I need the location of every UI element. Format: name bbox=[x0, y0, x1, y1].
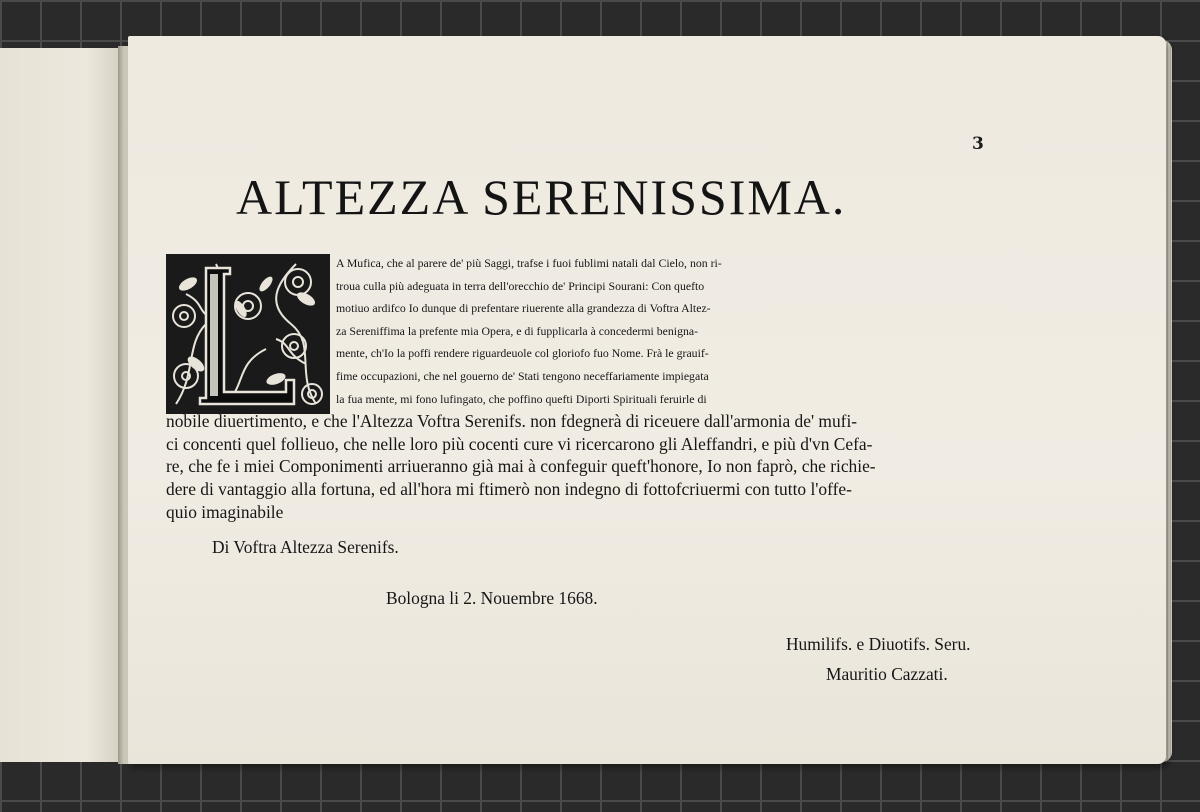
text-line: nobile diuertimento, e che l'Altezza Voftra Serenifs. non fdegnerà di riceuere dall'armonia de' mufi- bbox=[166, 411, 858, 432]
text-line: motiuo ardifco Io dunque di prefentare riuerente alla grandezza di Voftra Altez- bbox=[336, 301, 711, 316]
text-line: fime occupazioni, che nel gouerno de' Stati tengono neceffariamente impiegata bbox=[336, 368, 709, 383]
salutation: Di Voftra Altezza Serenifs. bbox=[212, 537, 399, 557]
text-line: dere di vantaggio alla fortuna, ed all'hora mi ftimerò non indegno di fottofcriuermi con tutto l'offe- bbox=[166, 478, 852, 499]
signature-title: Humilifs. e Diuotifs. Seru. bbox=[786, 634, 971, 654]
dedication-text bbox=[166, 252, 1046, 523]
signature-name: Mauritio Cazzati. bbox=[826, 664, 948, 684]
text-line: mente, ch'Io la poffi rendere riguardeuole col gloriofo fuo Nome. Frà le grauif- bbox=[336, 346, 709, 361]
text-line: quio imaginabile bbox=[166, 501, 284, 522]
text-line: za Sereniffima la prefente mia Opera, e di fupplicarla à concedermi benigna- bbox=[336, 323, 699, 338]
dateline: Bologna li 2. Nouembre 1668. bbox=[386, 588, 598, 608]
text-line: troua culla più adeguata in terra dell'orecchio de' Principi Sourani: Con quefto bbox=[336, 278, 705, 293]
text-line: re, che fe i miei Componimenti arriueranno già mai à confeguir queft'honore, Io non faprò, che richie- bbox=[166, 456, 876, 477]
left-page bbox=[0, 48, 124, 762]
text-line: la fua mente, mi fono lufingato, che poffino quefti Diporti Spirituali feruirle di bbox=[336, 391, 707, 406]
text-line: A Mufica, che al parere de' più Saggi, trafse i fuoi fublimi natali dal Cielo, non ri- bbox=[336, 256, 722, 270]
page-number: 3 bbox=[972, 134, 984, 154]
text-line: ci concenti quel follieuo, che nelle loro più cocenti cure vi ricercarono gli Aleffandri, e più d'vn Cefa- bbox=[166, 433, 873, 454]
page-title: ALTEZZA SERENISSIMA. bbox=[236, 169, 847, 225]
